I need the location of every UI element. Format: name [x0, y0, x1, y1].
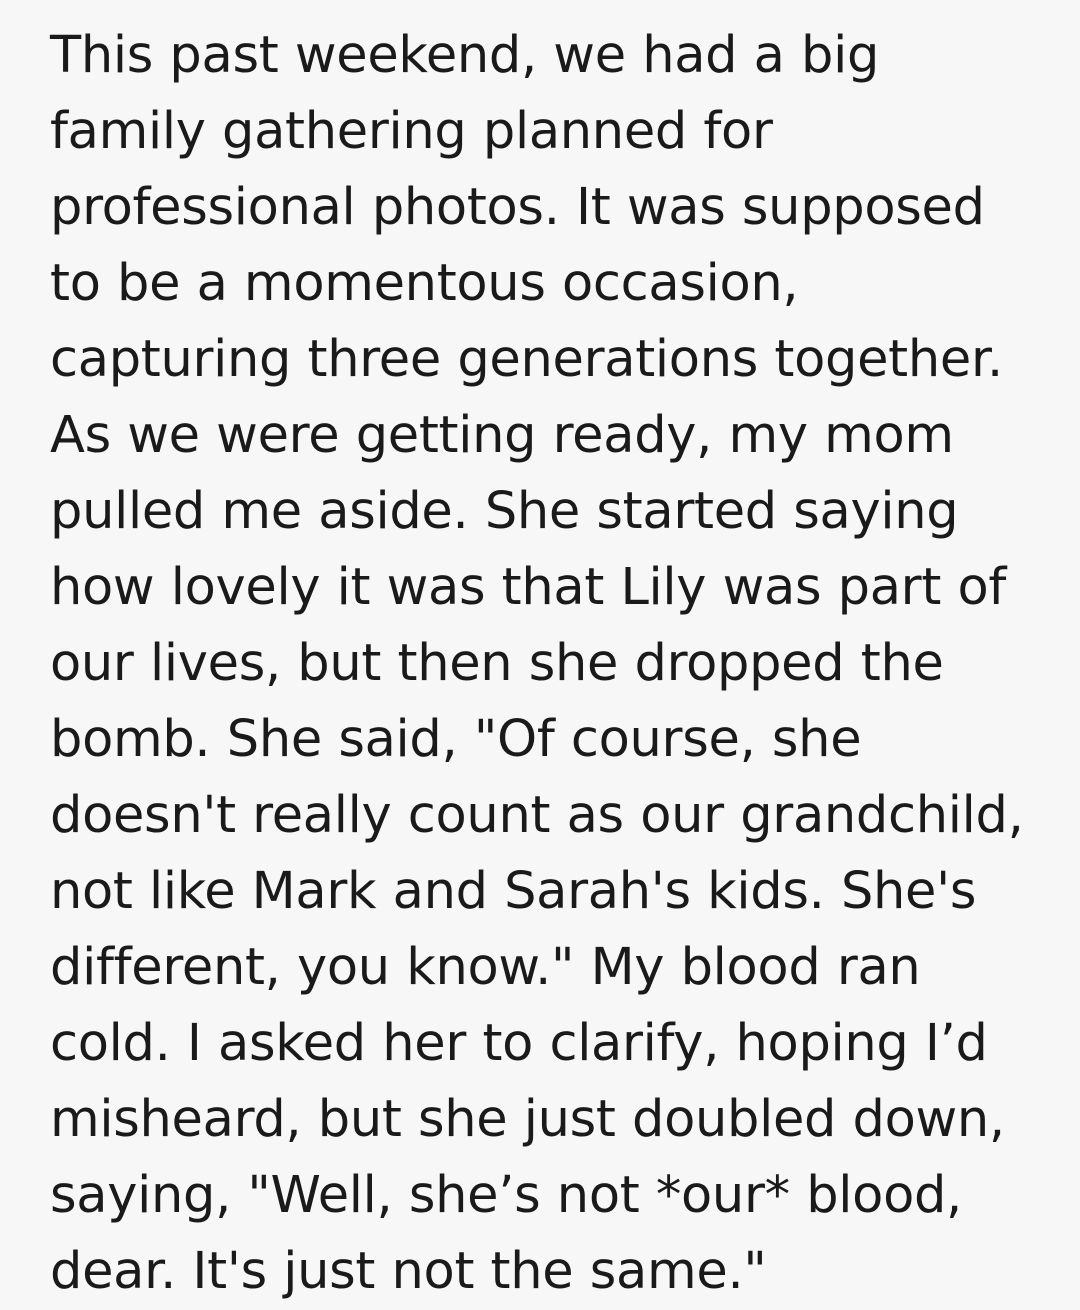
story-paragraph: This past weekend, we had a big family gathering planned for professional photos. It was supposed to be a momentous occasion, capturing three generations together. As we were getting ready, my mom pulled me aside. She started saying how lovely it was that Lily was part of our lives, but then she dropped the bomb. She said, "Of course, she doesn't really count as our grandchild, not like Mark and Sarah's kids. She's different, you know." My blood ran cold. I asked her to clarify, hoping I’d misheard, but she just doubled down, saying, "Well, she’s not *our* blood, dear. It's just not the same." — [50, 26, 1040, 1301]
